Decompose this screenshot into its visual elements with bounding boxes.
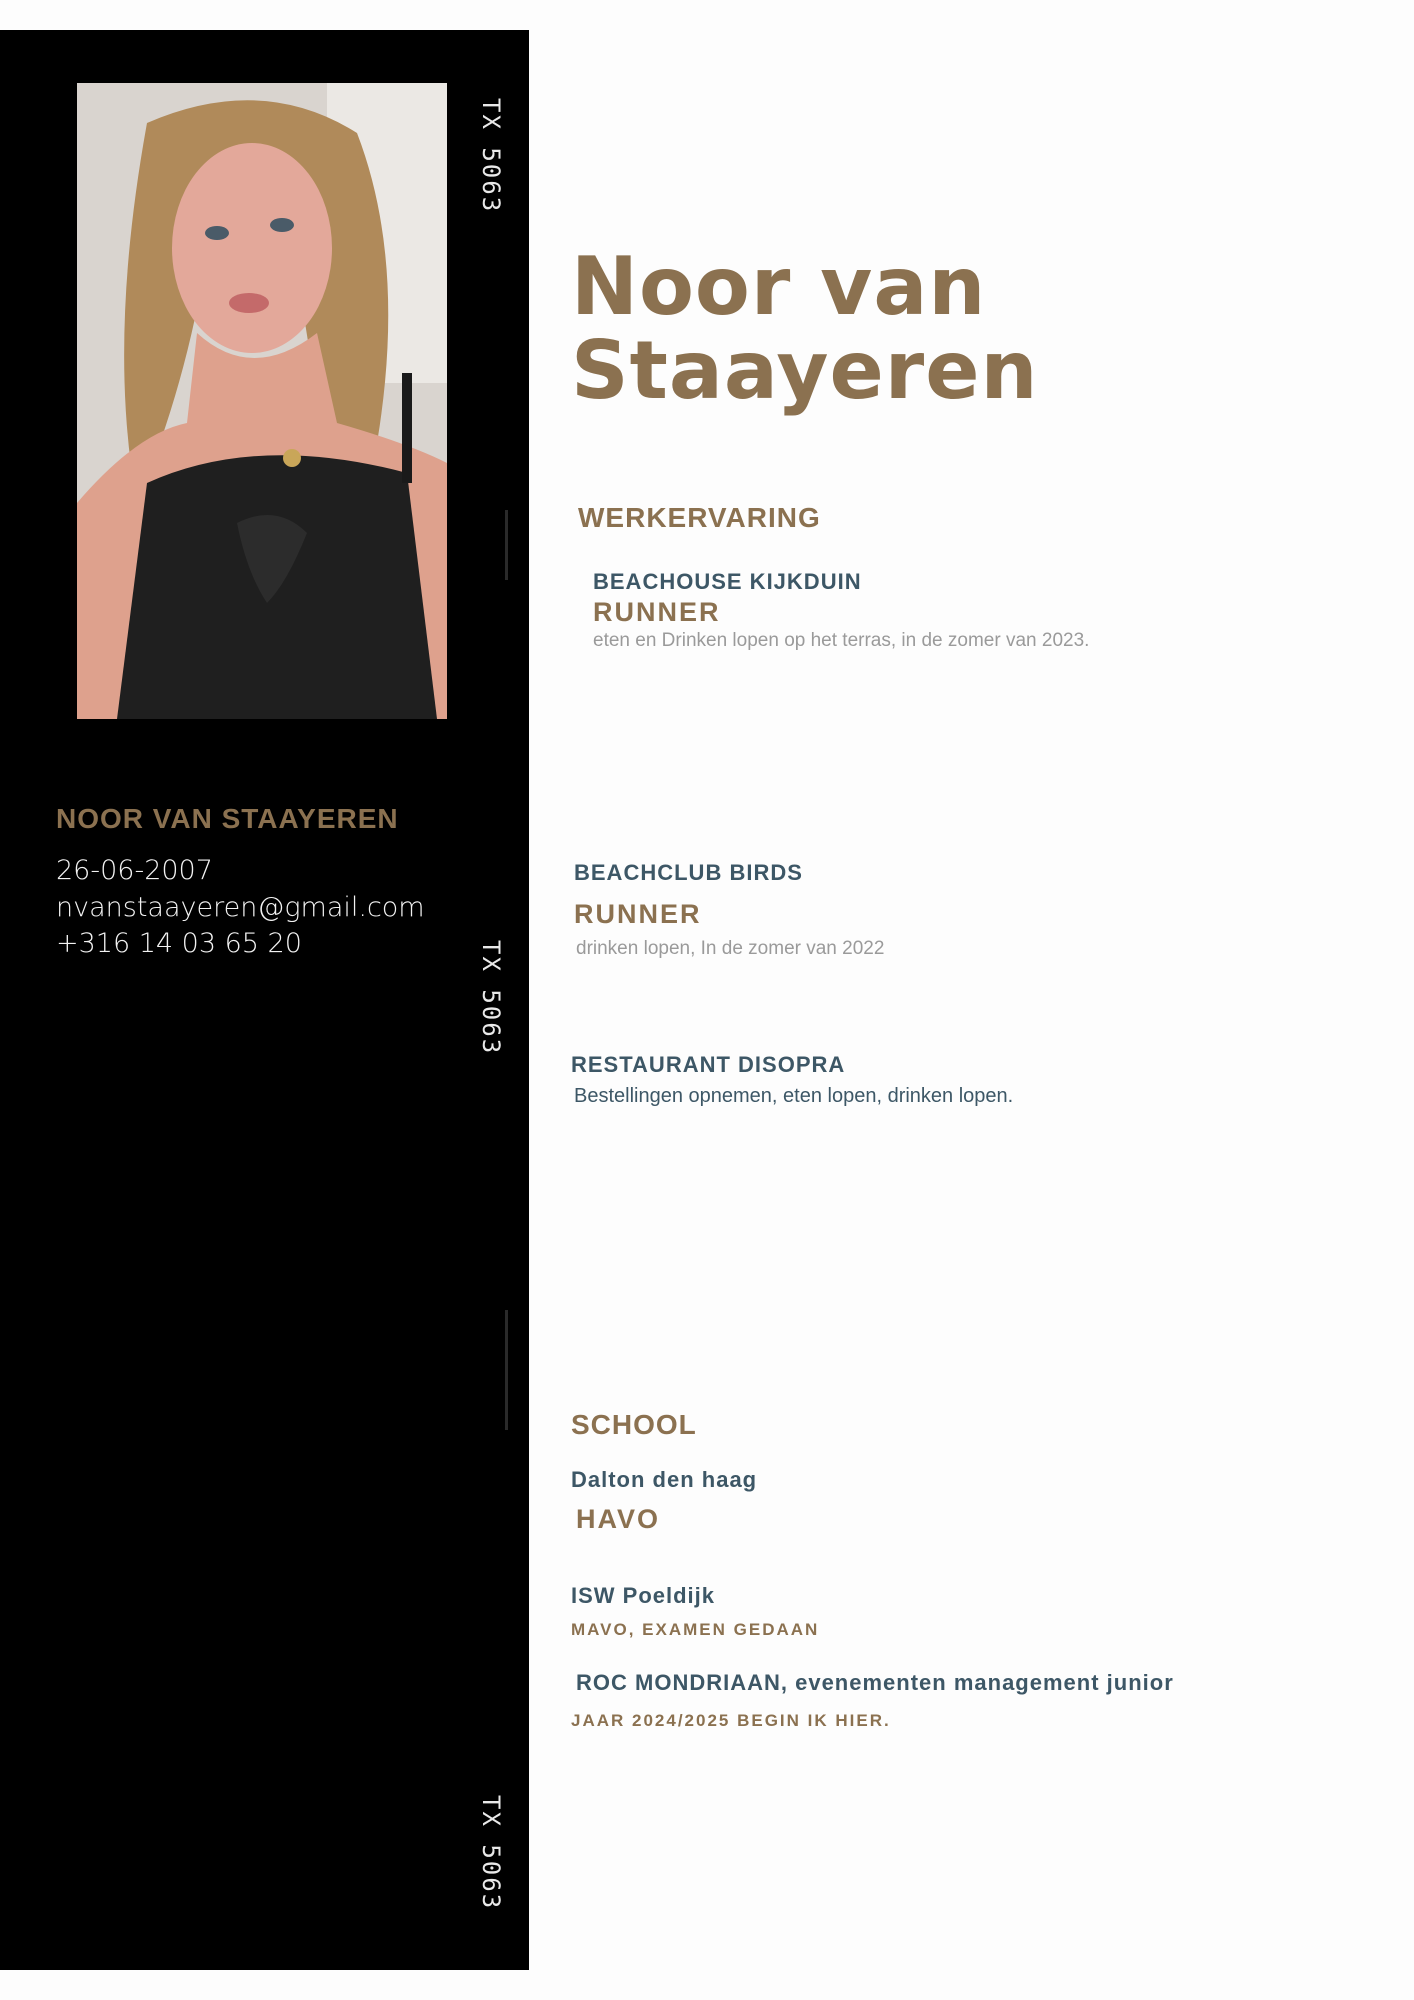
school-level: JAAR 2024/2025 BEGIN IK HIER. <box>571 1711 891 1730</box>
school-name: ROC MONDRIAAN, evenementen management junior <box>576 1670 1174 1695</box>
school-name: ISW Poeldijk <box>571 1583 716 1608</box>
job-employer: RESTAURANT DISOPRA <box>571 1052 846 1077</box>
film-code-middle: TX 5063 <box>477 940 505 1056</box>
sidebar-name: NOOR VAN STAAYEREN <box>56 803 399 834</box>
school-level: MAVO, EXAMEN GEDAAN <box>571 1620 820 1639</box>
job-employer: BEACHCLUB BIRDS <box>574 860 803 885</box>
job-description: drinken lopen, In de zomer van 2022 <box>576 938 885 959</box>
film-scratch <box>505 510 508 580</box>
school-heading: SCHOOL <box>571 1409 697 1440</box>
email[interactable]: nvanstaayeren@gmail.com <box>56 892 425 923</box>
sidebar <box>0 30 529 1970</box>
portrait-illustration <box>77 83 447 719</box>
film-code-top: TX 5063 <box>477 98 505 214</box>
profile-photo <box>77 83 447 719</box>
job-description: eten en Drinken lopen op het terras, in de zomer van 2023. <box>593 630 1090 651</box>
birthdate: 26-06-2007 <box>56 855 213 886</box>
school-name: Dalton den haag <box>571 1467 758 1492</box>
job-role: RUNNER <box>574 899 702 929</box>
title-line-1: Noor van <box>571 240 987 333</box>
job-role: RUNNER <box>593 597 721 627</box>
school-level: HAVO <box>576 1504 661 1534</box>
job-description: Bestellingen opnemen, eten lopen, drinken lopen. <box>574 1085 1014 1107</box>
page-title <box>571 240 1039 417</box>
film-code-bottom: TX 5063 <box>477 1795 505 1911</box>
job-employer: BEACHOUSE KIJKDUIN <box>593 569 862 594</box>
title-line-2: Staayeren <box>571 324 1039 417</box>
film-scratch <box>505 1310 508 1430</box>
phone[interactable]: +316 14 03 65 20 <box>56 928 302 959</box>
work-heading: WERKERVARING <box>578 502 821 533</box>
